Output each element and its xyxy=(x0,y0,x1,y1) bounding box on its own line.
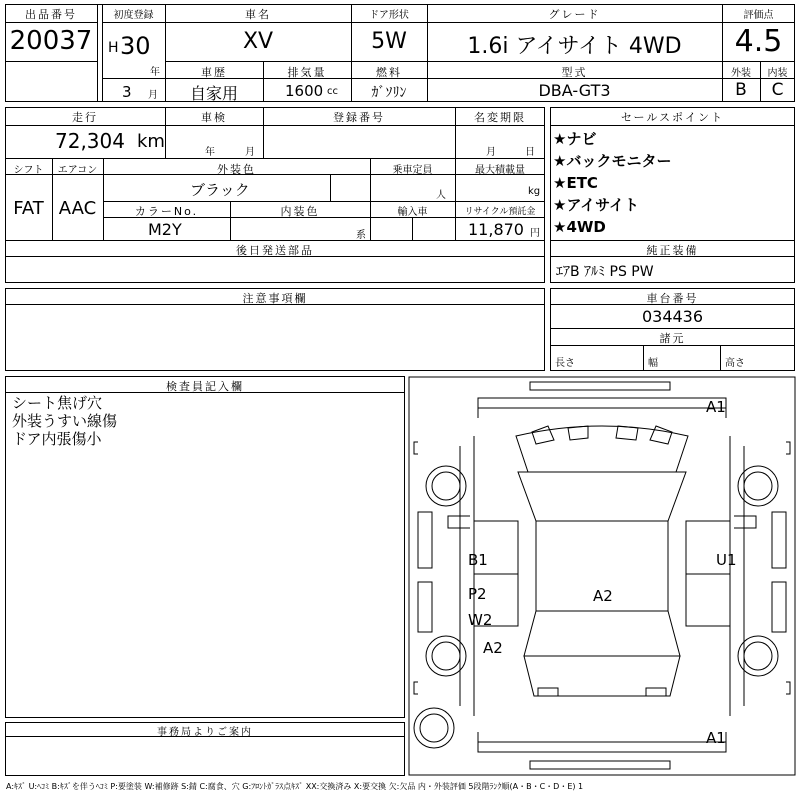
sales-point: ★アイサイト xyxy=(553,196,640,214)
spare-tire-inner xyxy=(420,714,448,742)
interior-color-label: 内装色 xyxy=(280,205,320,218)
mileage: 72,304 xyxy=(55,129,125,153)
shift-label: シフト xyxy=(13,165,44,176)
left-sill-front xyxy=(418,512,432,568)
rear-lamp-left xyxy=(538,688,558,696)
left-sill-rear xyxy=(418,582,432,632)
wheel-rear-right-inner xyxy=(744,642,772,670)
color-no: M2Y xyxy=(148,220,182,239)
int-label: 内装 xyxy=(767,68,788,79)
mark-p2: P2 xyxy=(468,585,487,603)
rear-bumper-strip xyxy=(530,761,670,769)
displacement: 1600 xyxy=(285,82,324,100)
chassis-label: 車台番号 xyxy=(646,292,699,305)
dims-height: 高さ xyxy=(725,358,745,369)
dims-label: 諸元 xyxy=(659,332,686,345)
inspector-note: 外装うすい線傷 xyxy=(12,412,118,430)
lot-label: 出品番号 xyxy=(25,8,77,21)
reg-month-unit: 月 xyxy=(148,90,158,101)
history-label: 車歴 xyxy=(201,66,227,79)
fuel-label: 燃料 xyxy=(376,66,402,79)
transfer-day-unit: 日 xyxy=(525,147,535,158)
inspector-note: ドア内張傷小 xyxy=(12,430,102,448)
wheel-front-left-inner xyxy=(432,472,460,500)
recycle-unit: 円 xyxy=(530,228,540,239)
sales-point: ★バックモニター xyxy=(553,152,672,170)
capacity-label: 乗車定員 xyxy=(392,165,433,176)
mileage-unit: km xyxy=(137,131,165,152)
right-doors xyxy=(686,521,730,626)
wheel-front-right-inner xyxy=(744,472,772,500)
sales-point: ★ナビ xyxy=(553,130,597,148)
recycle-label: リサイクル預託金 xyxy=(464,207,536,217)
displacement-unit: cc xyxy=(327,86,338,97)
score-label: 評価点 xyxy=(743,10,774,21)
inspector-note: シート焦げ穴 xyxy=(12,394,103,412)
recycle: 11,870 xyxy=(468,220,524,239)
rear-window xyxy=(524,611,680,656)
interior-color-unit: 系 xyxy=(356,230,366,241)
front-bumper xyxy=(478,398,726,418)
sales-label: セールスポイント xyxy=(620,111,724,124)
mark-b1: B1 xyxy=(468,551,488,569)
dims-length: 長さ xyxy=(555,358,575,369)
equipment-label: 純正装備 xyxy=(646,244,699,257)
bracket-left-bottom xyxy=(414,682,418,694)
reg-month: 3 xyxy=(122,83,132,101)
hood xyxy=(516,426,688,472)
ext-grade: B xyxy=(735,80,747,100)
bracket-right-bottom xyxy=(786,682,790,694)
door-type: 5W xyxy=(371,29,407,54)
right-sill-rear xyxy=(772,582,786,632)
sales-list xyxy=(553,128,671,238)
windshield xyxy=(518,472,686,521)
plate-label: 登録番号 xyxy=(333,111,385,124)
ac: AAC xyxy=(58,198,97,219)
inspector-notes xyxy=(12,394,117,448)
mirror-right xyxy=(734,516,756,528)
rear-lamp-right xyxy=(646,688,666,696)
mark-w2: W2 xyxy=(468,611,493,629)
inspection-label: 車検 xyxy=(201,111,227,124)
model: DBA-GT3 xyxy=(538,81,611,100)
ext-label: 外装 xyxy=(731,68,751,79)
inspector-label: 検査員記入欄 xyxy=(166,380,244,393)
model-label: 型式 xyxy=(561,66,588,79)
diagram-frame xyxy=(409,377,795,775)
bracket-right-top xyxy=(786,442,790,454)
bracket-left-top xyxy=(414,442,418,454)
ac-label: エアコン xyxy=(57,165,98,176)
grade-label: グレード xyxy=(548,8,601,21)
mirror-left xyxy=(448,516,470,528)
car-diagram xyxy=(408,376,796,776)
lot-number: 20037 xyxy=(9,26,93,56)
mark-u1: U1 xyxy=(716,551,737,569)
legend: A:ｷｽﾞ U:ﾍｺﾐ B:ｷｽﾞを伴うﾍｺﾐ P:要塗装 W:補修跡 S:錆 C:腐食、穴 G:ﾌﾛﾝﾄｶﾞﾗｽ点ｷｽﾞ XX:交換済み X:要交換 欠:欠品 内・外装評価 5段階ﾗﾝｸ順(A・B・C・D・E) 1 xyxy=(6,782,584,791)
mark-top: A1 xyxy=(706,398,726,416)
reg-year: 30 xyxy=(120,32,151,60)
body-outline xyxy=(460,436,744,716)
reg-label: 初度登録 xyxy=(113,10,154,21)
transfer-month-unit: 月 xyxy=(486,147,496,158)
int-grade: C xyxy=(771,80,784,100)
name-label: 車名 xyxy=(245,8,271,21)
color: ブラック xyxy=(190,181,250,199)
dims-width: 幅 xyxy=(648,358,658,369)
import-label: 輸入車 xyxy=(397,207,428,218)
displacement-label: 排気量 xyxy=(287,66,327,79)
fuel: ｶﾞｿﾘﾝ xyxy=(371,85,407,101)
reg-era: H xyxy=(108,40,119,56)
reg-year-unit: 年 xyxy=(150,67,160,78)
front-bumper-strip xyxy=(530,382,670,390)
inspection-month-unit: 月 xyxy=(245,147,255,158)
right-sill-front xyxy=(772,512,786,568)
mark-a2-left: A2 xyxy=(483,639,503,657)
color-no-label: カラーNo. xyxy=(134,205,199,218)
wheel-rear-left-inner xyxy=(432,642,460,670)
history: 自家用 xyxy=(189,84,238,103)
trunk xyxy=(524,656,680,696)
mark-a2-roof: A2 xyxy=(593,587,613,605)
mark-bottom: A1 xyxy=(706,729,726,747)
transfer-label: 名変期限 xyxy=(474,111,526,124)
score: 4.5 xyxy=(734,24,783,59)
rear-bumper xyxy=(478,732,726,752)
sales-point: ★4WD xyxy=(553,218,606,236)
parts-label: 後日発送部品 xyxy=(236,244,314,257)
grille xyxy=(532,426,672,444)
capacity-unit: 人 xyxy=(436,190,446,201)
office-label: 事務局よりご案内 xyxy=(157,727,253,738)
grade: 1.6i アイサイト 4WD xyxy=(467,34,682,59)
load-label: 最大積載量 xyxy=(475,165,525,176)
inspection-year-unit: 年 xyxy=(205,147,215,158)
mileage-label: 走行 xyxy=(72,111,98,124)
color-label: 外装色 xyxy=(217,163,256,176)
chassis-number: 034436 xyxy=(641,307,704,326)
notes-label: 注意事項欄 xyxy=(242,292,308,305)
load-unit: kg xyxy=(528,186,541,197)
equipment: ｴｱB ｱﾙﾐ PS PW xyxy=(556,264,654,280)
sales-point: ★ETC xyxy=(553,174,598,192)
shift: FAT xyxy=(13,198,44,219)
car-name: XV xyxy=(242,29,274,54)
door-label: ドア形状 xyxy=(369,10,409,21)
